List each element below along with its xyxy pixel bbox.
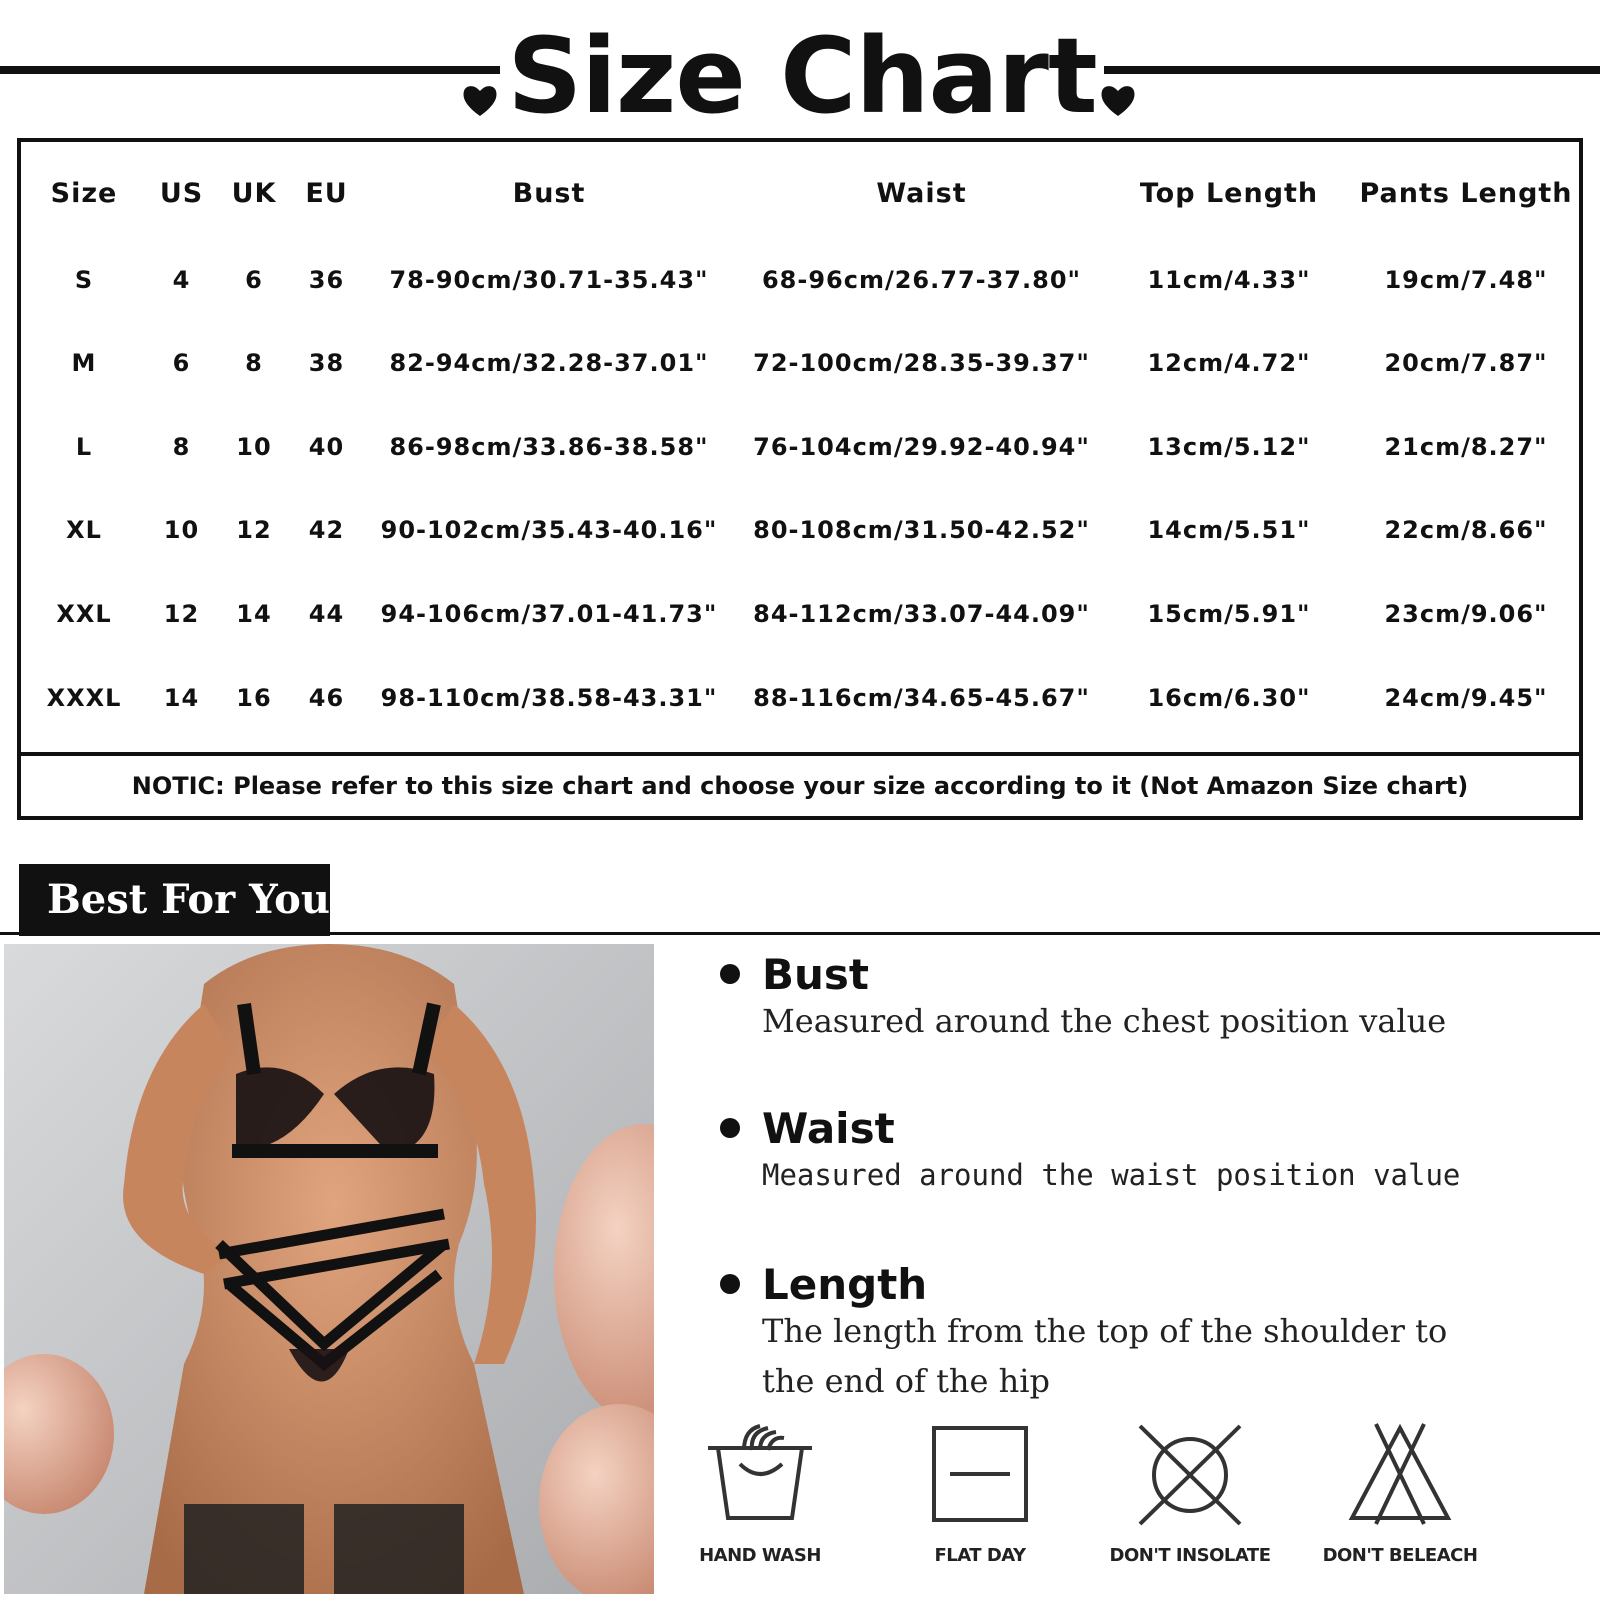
eu-cell: 40 xyxy=(308,433,345,461)
us-cell: 8 xyxy=(172,433,191,461)
header-eu: EU xyxy=(305,178,348,209)
header-us: US xyxy=(159,178,204,209)
product-photo xyxy=(4,944,654,1594)
top-length-cell: 15cm/5.91" xyxy=(1147,600,1311,628)
bust-cell: 90-102cm/35.43-40.16" xyxy=(380,516,718,544)
bullet-icon xyxy=(720,1118,740,1138)
size-cell: S xyxy=(74,266,94,294)
product-photo-illustration xyxy=(4,944,654,1594)
table-row xyxy=(21,250,1579,310)
bust-cell: 86-98cm/33.86-38.58" xyxy=(389,433,709,461)
table-row xyxy=(21,333,1579,393)
heart-icon xyxy=(1098,80,1138,120)
top-length-cell: 16cm/6.30" xyxy=(1147,684,1311,712)
size-table xyxy=(17,138,1583,820)
flat-dry-icon xyxy=(920,1420,1040,1530)
bust-cell: 82-94cm/32.28-37.01" xyxy=(389,349,709,377)
us-cell: 10 xyxy=(163,516,200,544)
table-row xyxy=(21,417,1579,477)
bust-cell: 98-110cm/38.58-43.31" xyxy=(380,684,718,712)
care-label: FLAT DAY xyxy=(934,1545,1026,1566)
us-cell: 4 xyxy=(172,266,191,294)
uk-cell: 10 xyxy=(236,433,272,461)
table-header-row xyxy=(21,164,1579,224)
pants-length-cell: 22cm/8.66" xyxy=(1384,516,1548,544)
bust-title: Bust xyxy=(762,950,869,999)
header-uk: UK xyxy=(231,178,277,209)
page-title: Size Chart xyxy=(507,15,1097,137)
care-label: HAND WASH xyxy=(699,1545,821,1566)
waist-cell: 72-100cm/28.35-39.37" xyxy=(753,349,1090,377)
eu-cell: 44 xyxy=(308,600,345,628)
pants-length-cell: 20cm/7.87" xyxy=(1384,349,1548,377)
size-cell: XXXL xyxy=(46,684,122,712)
hand-wash-icon xyxy=(700,1420,820,1530)
header-waist: Waist xyxy=(876,178,967,209)
size-cell: L xyxy=(75,433,93,461)
top-length-cell: 11cm/4.33" xyxy=(1147,266,1311,294)
waist-cell: 68-96cm/26.77-37.80" xyxy=(761,266,1082,294)
size-cell: XXL xyxy=(56,600,112,628)
bust-description: Measured around the chest position value xyxy=(762,1002,1447,1040)
top-length-cell: 13cm/5.12" xyxy=(1147,433,1311,461)
bullet-icon xyxy=(720,1274,740,1294)
title-rule-left xyxy=(0,66,500,74)
uk-cell: 14 xyxy=(236,600,272,628)
size-cell: M xyxy=(71,349,97,377)
header-top-length: Top Length xyxy=(1139,178,1319,209)
eu-cell: 38 xyxy=(308,349,345,377)
uk-cell: 6 xyxy=(245,266,263,294)
us-cell: 14 xyxy=(163,684,200,712)
best-for-you-badge: Best For You xyxy=(19,864,330,936)
size-note: NOTIC: Please refer to this size chart and choose your size according to it (Not Amazon Size chart) xyxy=(131,772,1469,800)
table-row xyxy=(21,584,1579,644)
care-label: DON'T INSOLATE xyxy=(1109,1545,1271,1566)
pants-length-cell: 24cm/9.45" xyxy=(1384,684,1548,712)
waist-cell: 80-108cm/31.50-42.52" xyxy=(753,516,1090,544)
eu-cell: 42 xyxy=(308,516,345,544)
section-rule xyxy=(0,932,1600,935)
waist-description: Measured around the waist position value xyxy=(762,1158,1461,1192)
bullet-icon xyxy=(720,964,740,984)
size-cell: XL xyxy=(66,516,102,544)
uk-cell: 8 xyxy=(245,349,263,377)
do-not-bleach-icon xyxy=(1340,1420,1460,1530)
header-size: Size xyxy=(50,178,118,209)
care-label: DON'T BELEACH xyxy=(1322,1545,1478,1566)
heart-icon xyxy=(460,80,500,120)
table-row xyxy=(21,668,1579,728)
top-length-cell: 14cm/5.51" xyxy=(1147,516,1311,544)
bust-cell: 78-90cm/30.71-35.43" xyxy=(389,266,709,294)
waist-cell: 84-112cm/33.07-44.09" xyxy=(753,600,1090,628)
table-row xyxy=(21,500,1579,560)
header-bust: Bust xyxy=(512,178,586,209)
pants-length-cell: 23cm/9.06" xyxy=(1384,600,1548,628)
waist-cell: 88-116cm/34.65-45.67" xyxy=(753,684,1090,712)
us-cell: 6 xyxy=(172,349,191,377)
do-not-tumble-dry-icon xyxy=(1130,1420,1250,1530)
pants-length-cell: 19cm/7.48" xyxy=(1384,266,1548,294)
length-title: Length xyxy=(762,1260,928,1309)
waist-title: Waist xyxy=(762,1104,895,1153)
eu-cell: 36 xyxy=(308,266,345,294)
top-length-cell: 12cm/4.72" xyxy=(1147,349,1311,377)
header-pants-length: Pants Length xyxy=(1359,178,1573,209)
uk-cell: 16 xyxy=(236,684,272,712)
bust-cell: 94-106cm/37.01-41.73" xyxy=(380,600,718,628)
uk-cell: 12 xyxy=(236,516,272,544)
us-cell: 12 xyxy=(163,600,200,628)
eu-cell: 46 xyxy=(308,684,345,712)
waist-cell: 76-104cm/29.92-40.94" xyxy=(753,433,1090,461)
pants-length-cell: 21cm/8.27" xyxy=(1384,433,1548,461)
title-rule-right xyxy=(1104,66,1600,74)
length-description: The length from the top of the shoulder to the end of the hip xyxy=(762,1312,1448,1400)
